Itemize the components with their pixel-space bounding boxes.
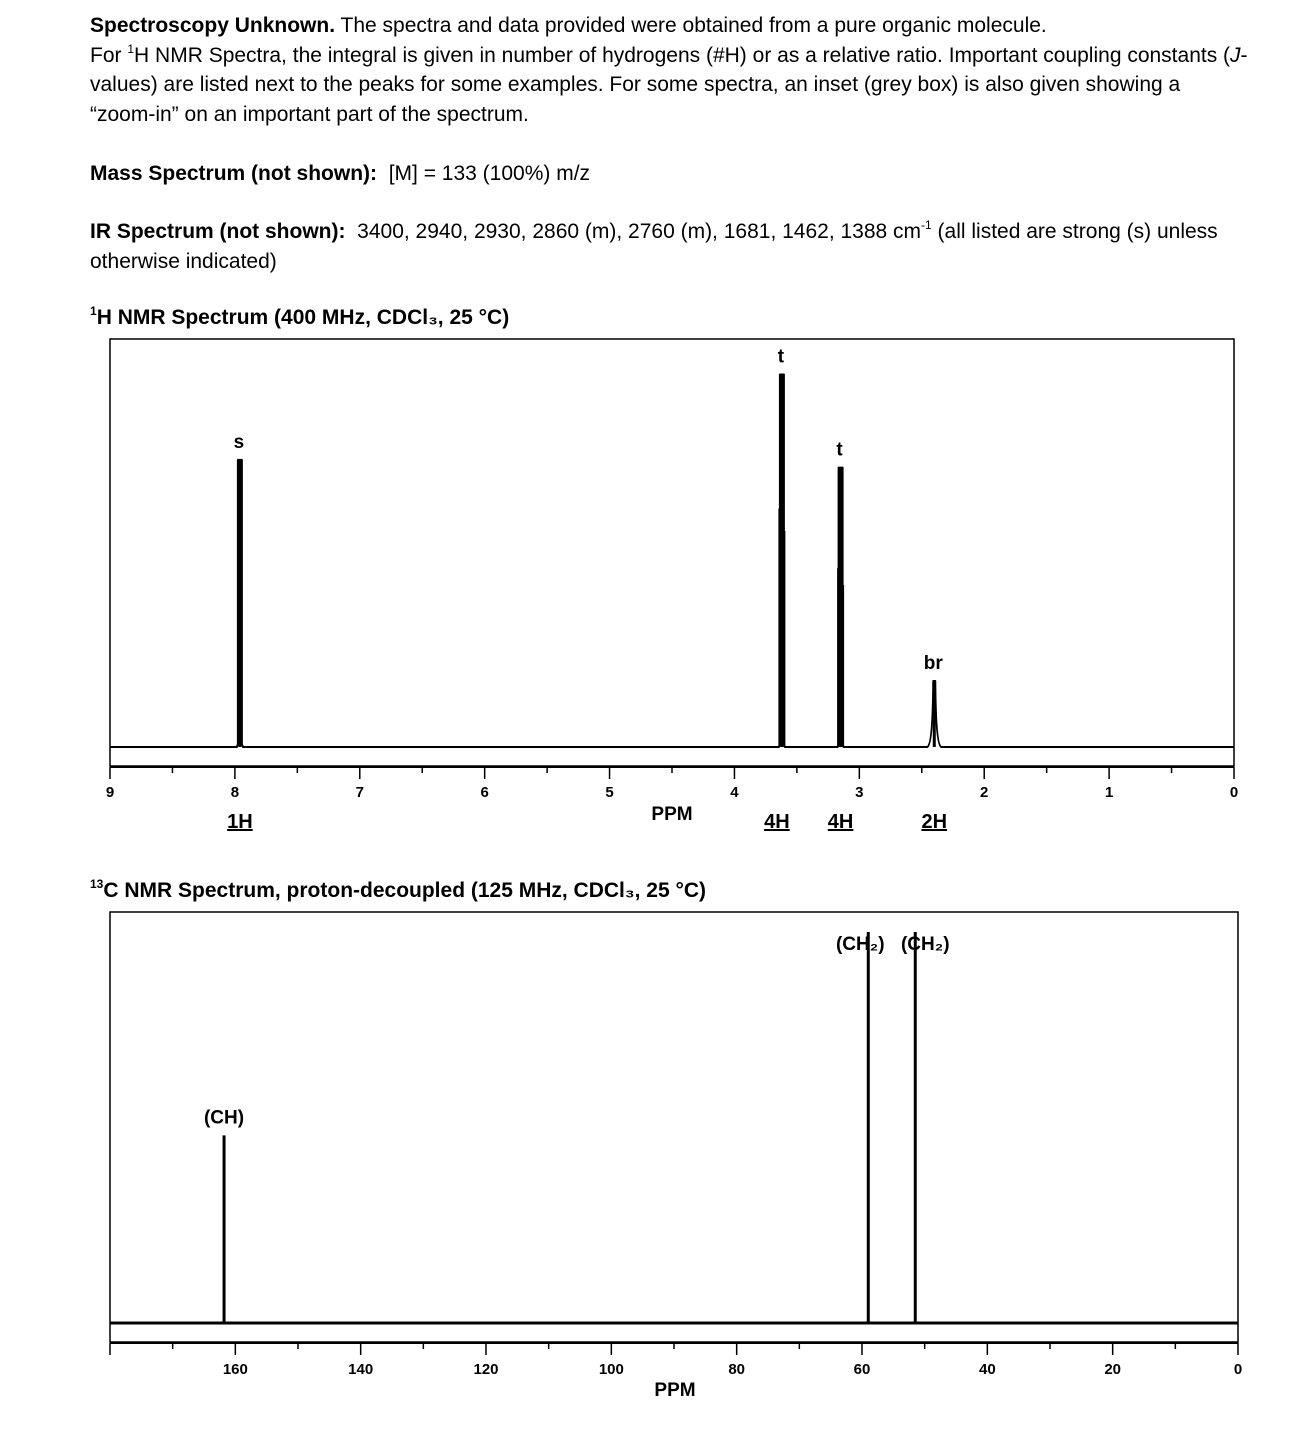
h-nmr-trace xyxy=(110,375,1234,747)
c-nmr-x-label: PPM xyxy=(654,1380,696,1401)
h-nmr-title: H NMR Spectrum (400 MHz, CDCl₃, 25 °C) xyxy=(96,306,510,329)
h-nmr-tick-label: 7 xyxy=(355,784,364,801)
c-nmr-sup: 13 xyxy=(90,877,104,891)
h-nmr-tick-label: 2 xyxy=(980,784,989,801)
ir-spectrum-value: 3400, 2940, 2930, 2860 (m), 2760 (m), 1681, 1462, 1388 cm xyxy=(357,220,922,243)
h-nmr-multiplicity-label: t xyxy=(777,346,785,368)
c-nmr-peak-label: (CH) xyxy=(203,1107,245,1129)
h-nmr-integral-label: 4H xyxy=(764,811,790,833)
h-nmr-frame xyxy=(110,339,1234,766)
h-nmr-integral-label: 1H xyxy=(227,811,253,833)
h-nmr-tick-label: 4 xyxy=(730,784,739,801)
h-nmr-tick-label: 8 xyxy=(230,784,240,801)
c-nmr-tick-label: 60 xyxy=(853,1361,871,1378)
mass-spectrum-label: Mass Spectrum (not shown): xyxy=(90,162,378,185)
ir-spectrum-suffix: (all listed are strong (s) unless otherwise indicated) xyxy=(90,220,1218,273)
c-nmr-tick-label: 120 xyxy=(473,1361,499,1378)
c-nmr-tick-label: 20 xyxy=(1104,1361,1122,1378)
h-nmr-multiplicity-label: s xyxy=(233,431,245,453)
intro-sup: 1 xyxy=(127,41,135,56)
intro-sentence: The spectra and data provided were obtained from a pure organic molecule. xyxy=(340,14,1047,37)
intro-for: For xyxy=(90,43,128,67)
intro-j: J xyxy=(1230,43,1241,67)
h-nmr-tick-label: 0 xyxy=(1229,784,1239,801)
c-nmr-peak-label: (CH₂) xyxy=(900,934,950,955)
intro-title: Spectroscopy Unknown. xyxy=(90,14,336,37)
c-nmr-tick-label: 0 xyxy=(1233,1361,1243,1378)
h-nmr-integral-label: 2H xyxy=(921,811,948,833)
h-nmr-tick-label: 5 xyxy=(605,784,614,801)
c-nmr-title: C NMR Spectrum, proton-decoupled (125 MHz, CDCl₃, 25 °C) xyxy=(103,879,707,902)
ir-spectrum-label: IR Spectrum (not shown): xyxy=(90,220,346,243)
c-nmr-frame xyxy=(110,912,1238,1342)
c-nmr-tick-label: 80 xyxy=(728,1361,746,1378)
c-nmr-peak-label: (CH₂) xyxy=(835,934,885,955)
c-nmr-chart xyxy=(110,912,1242,1401)
h-nmr-multiplicity-label: t xyxy=(836,439,843,461)
h-nmr-chart xyxy=(106,339,1238,833)
intro-rest2: -values) are listed next to the peaks for some examples. For some spectra, an inset (grey box) is also given showing a “zoom-in” on an important part of the spectrum. xyxy=(90,43,1248,126)
h-nmr-tick-label: 9 xyxy=(105,784,115,801)
h-nmr-tick-label: 1 xyxy=(1104,784,1114,801)
c-nmr-tick-label: 40 xyxy=(978,1361,996,1378)
c-nmr-tick-label: 140 xyxy=(348,1361,374,1378)
c-nmr-tick-label: 160 xyxy=(222,1361,248,1378)
c-nmr-tick-label: 100 xyxy=(598,1361,624,1378)
h-nmr-integral-label: 4H xyxy=(827,811,854,833)
intro-rest: H NMR Spectra, the integral is given in number of hydrogens (#H) or as a relative ratio. Important coupling constants ( xyxy=(134,43,1231,67)
h-nmr-x-label: PPM xyxy=(651,804,693,825)
ir-unit-sup: -1 xyxy=(921,218,932,232)
h-nmr-sup: 1 xyxy=(90,304,97,318)
h-nmr-tick-label: 3 xyxy=(855,784,864,801)
mass-spectrum-value: [M] = 133 (100%) m/z xyxy=(388,162,591,185)
h-nmr-multiplicity-label: br xyxy=(923,653,943,675)
h-nmr-tick-label: 6 xyxy=(480,784,489,801)
